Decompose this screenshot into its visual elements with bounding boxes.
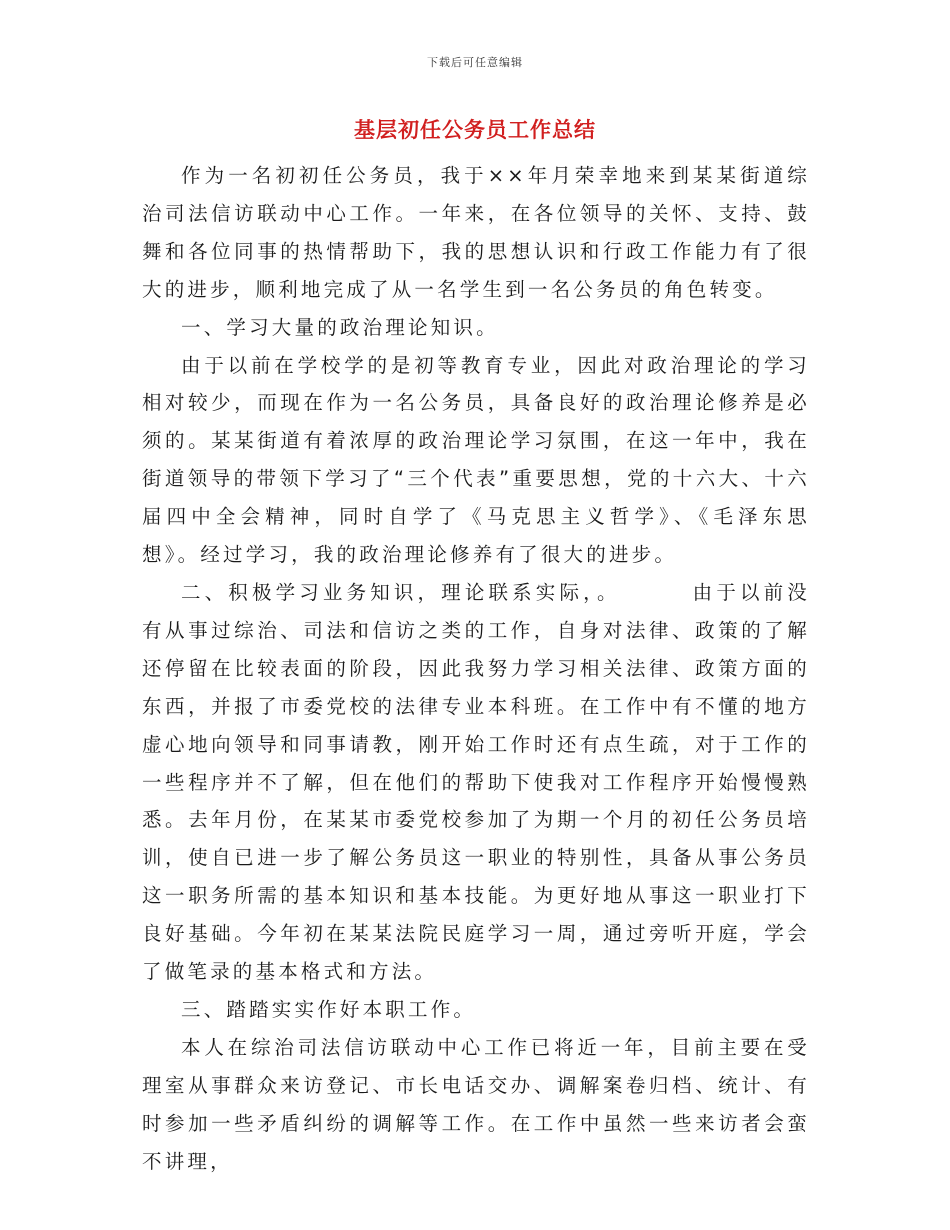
paragraph-section-3: 本人在综治司法信访联动中心工作已将近一年，目前主要在受理室从事群众来访登记、市长电话交办、调解案卷归档、统计、有时参加一些矛盾纠纷的调解等工作。在工作中虽然一些来访者会蛮不讲理，: [142, 1035, 810, 1173]
paragraph-section-1: 由于以前在学校学的是初等教育专业，因此对政治理论的学习相对较少，而现在作为一名公务员，具备良好的政治理论修养是必须的。某某街道有着浓厚的政治理论学习氛围，在这一年中，我在街道领导的带领下学习了“三个代表”重要思想，党的十六大、十六届四中全会精神，同时自学了《马克思主义哲学》、《毛泽东思想》。经过学习，我的政治理论修养有了很大的进步。: [142, 353, 810, 567]
paragraph-section-2: [142, 574, 810, 991]
section-heading-2: 二、积极学习业务知识，理论联系实际，。: [181, 580, 621, 604]
paragraph-intro: 作为一名初初任公务员，我于××年月荣幸地来到某某街道综治司法信访联动中心工作。一年来，在各位领导的关怀、支持、鼓舞和各位同事的热情帮助下，我的思想认识和行政工作能力有了很大的进步，顺利地完成了从一名学生到一名公务员的角色转变。: [142, 164, 810, 301]
document-title: 基层初任公务员工作总结: [354, 118, 596, 142]
section-heading-3: 三、踏踏实实作好本职工作。: [181, 997, 477, 1021]
paragraph-section-2-body: 由于以前没有从事过综治、司法和信访之类的工作，自身对法律、政策的了解还停留在比较表面的阶段，因此我努力学习相关法律、政策方面的东西，并报了市委党校的法律专业本科班。在工作中有不懂的地方虚心地向领导和同事请教，刚开始工作时还有点生疏，对于工作的一些程序并不了解，但在他们的帮助下使我对工作程序开始慢慢熟悉。去年月份，在某某市委党校参加了为期一个月的初任公务员培训，使自已进一步了解公务员这一职业的特别性，具备从事公务员这一职务所需的基本知识和基本技能。为更好地从事这一职业打下良好基础。今年初在某某法院民庭学习一周，通过旁听开庭，学会了做笔录的基本格式和方法。: [142, 580, 810, 984]
section-heading-1: 一、学习大量的政治理论知识。: [181, 315, 499, 339]
document-body: [142, 157, 810, 1180]
header-note: 下载后可任意编辑: [427, 56, 523, 69]
